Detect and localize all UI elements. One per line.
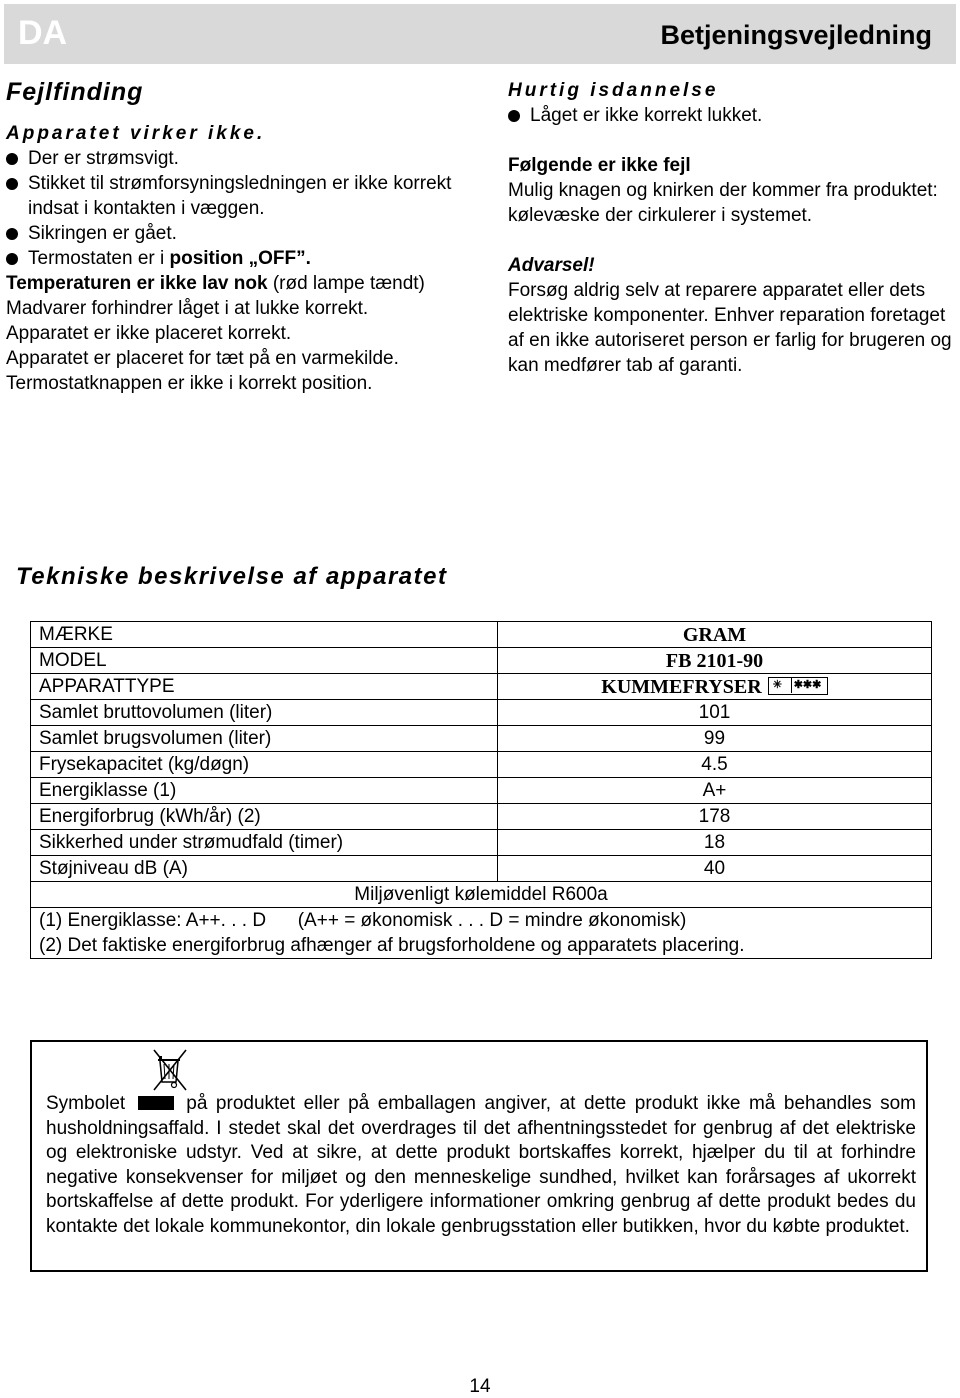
table-row <box>31 778 932 804</box>
list-line: Apparatet er placeret for tæt på en varmekilde. <box>6 348 399 369</box>
document-title: Betjeningsvejledning <box>660 20 932 50</box>
not-faults-text: Mulig knagen og knirken der kommer fra produktet: kølevæske der cirkulerer i systemet. <box>508 180 938 226</box>
list-line: Termostatknappen er ikke i korrekt position. <box>6 373 373 394</box>
weee-paragraph <box>46 1092 916 1239</box>
spec-label: MODEL <box>31 648 498 674</box>
not-working-subtitle: Apparatet virker ikke. <box>6 123 266 144</box>
troubleshooting-title: Fejlfinding <box>6 78 144 106</box>
spec-value: GRAM <box>498 622 932 648</box>
table-row <box>31 648 932 674</box>
temperature-rest: (rød lampe tændt) <box>267 273 425 294</box>
table-row <box>31 674 932 700</box>
warning-text: Forsøg aldrig selv at reparere apparatet eller dets elektriske komponenter. Enhver reparation foretaget af en ikke autoriseret person er farlig for brugeren og kan medfører tab af garanti. <box>508 280 952 376</box>
spec-value: FB 2101-90 <box>498 648 932 674</box>
four-star-freezer-icon: ✳ ✱✱✱ <box>768 677 828 695</box>
footnote-2: (2) Det faktiske energiforbrug afhænger af brugsforholdene og apparatets placering. <box>31 933 932 959</box>
thermostat-text: Termostaten er i <box>28 248 170 269</box>
spec-value: 99 <box>498 726 932 752</box>
spec-label: Samlet bruttovolumen (liter) <box>31 700 498 726</box>
page-header <box>4 4 956 64</box>
weee-text: på produktet eller på emballagen angiver, at dette produkt ikke må behandles som husholdningsaffald. I stedet skal det overdrages til det afhentningsstedet for genbrug af det elektriske og elektroniske udstyr. Ved at sikre, at dette produkt bortskaffes korrekt, hjælper du til at forhindre negative konsekvenser for miljøet og den menneskelige sundhed, hvilket kan forårsages af ukorrekt bortskaffelse af dette produkt. For yderligere informationer omkring genbrug af dette produkt bedes du kontakte det lokale kommunekontor, din lokale genbrugsstation eller butikken, hvor du købte produktet. <box>46 1093 917 1237</box>
list-item: Sikringen er gået. <box>6 221 476 246</box>
thermostat-position: position „OFF”. <box>169 248 311 269</box>
table-row <box>31 830 932 856</box>
language-code: DA <box>18 14 68 52</box>
list-line: Madvarer forhindrer låget i at lukke korrekt. <box>6 298 369 319</box>
troubleshooting-section <box>6 78 476 396</box>
weee-notice-box <box>30 1040 928 1272</box>
spec-label: Frysekapacitet (kg/døgn) <box>31 752 498 778</box>
spec-value: 18 <box>498 830 932 856</box>
spec-label: MÆRKE <box>31 622 498 648</box>
spec-value: A+ <box>498 778 932 804</box>
spec-label: Energiforbrug (kWh/år) (2) <box>31 804 498 830</box>
table-row <box>31 622 932 648</box>
table-row <box>31 882 932 908</box>
weee-lead-word: Symbolet <box>46 1093 126 1114</box>
black-bar-symbol <box>138 1096 174 1110</box>
spec-value: 101 <box>498 700 932 726</box>
spec-label: APPARATTYPE <box>31 674 498 700</box>
right-column <box>508 78 953 378</box>
quick-ice-title: Hurtig isdannelse <box>508 80 719 101</box>
spec-label: Sikkerhed under strømudfald (timer) <box>31 830 498 856</box>
table-row <box>31 908 932 934</box>
table-row <box>31 726 932 752</box>
technical-title: Tekniske beskrivelse af apparatet <box>16 563 448 590</box>
table-row <box>31 804 932 830</box>
table-row <box>31 933 932 959</box>
temperature-line <box>6 271 476 296</box>
list-item: Låget er ikke korrekt lukket. <box>508 103 953 128</box>
table-row <box>31 752 932 778</box>
refrigerant-note: Miljøvenligt kølemiddel R600a <box>31 882 932 908</box>
temperature-bold: Temperaturen er ikke lav nok <box>6 273 268 294</box>
list-line: Apparatet er ikke placeret korrekt. <box>6 323 292 344</box>
table-row <box>31 856 932 882</box>
crossed-out-bin-icon <box>150 1048 190 1092</box>
list-item: Der er strømsvigt. <box>6 146 476 171</box>
spec-label: Støjniveau dB (A) <box>31 856 498 882</box>
spec-value: 178 <box>498 804 932 830</box>
spec-value: 40 <box>498 856 932 882</box>
spec-value: 4.5 <box>498 752 932 778</box>
list-item <box>6 246 476 271</box>
page-number: 14 <box>469 1376 491 1397</box>
spec-label: Samlet brugsvolumen (liter) <box>31 726 498 752</box>
table-row <box>31 700 932 726</box>
spec-value: KUMMEFRYSER <box>601 675 762 698</box>
spec-label: Energiklasse (1) <box>31 778 498 804</box>
footnote-1: (1) Energiklasse: A++. . . D (A++ = økonomisk . . . D = mindre økonomisk) <box>31 908 932 934</box>
not-faults-title: Følgende er ikke fejl <box>508 155 691 176</box>
spec-table <box>30 621 932 959</box>
list-item: Stikket til strømforsyningsledningen er ikke korrekt indsat i kontakten i væggen. <box>6 171 476 221</box>
warning-title: Advarsel! <box>508 255 595 276</box>
